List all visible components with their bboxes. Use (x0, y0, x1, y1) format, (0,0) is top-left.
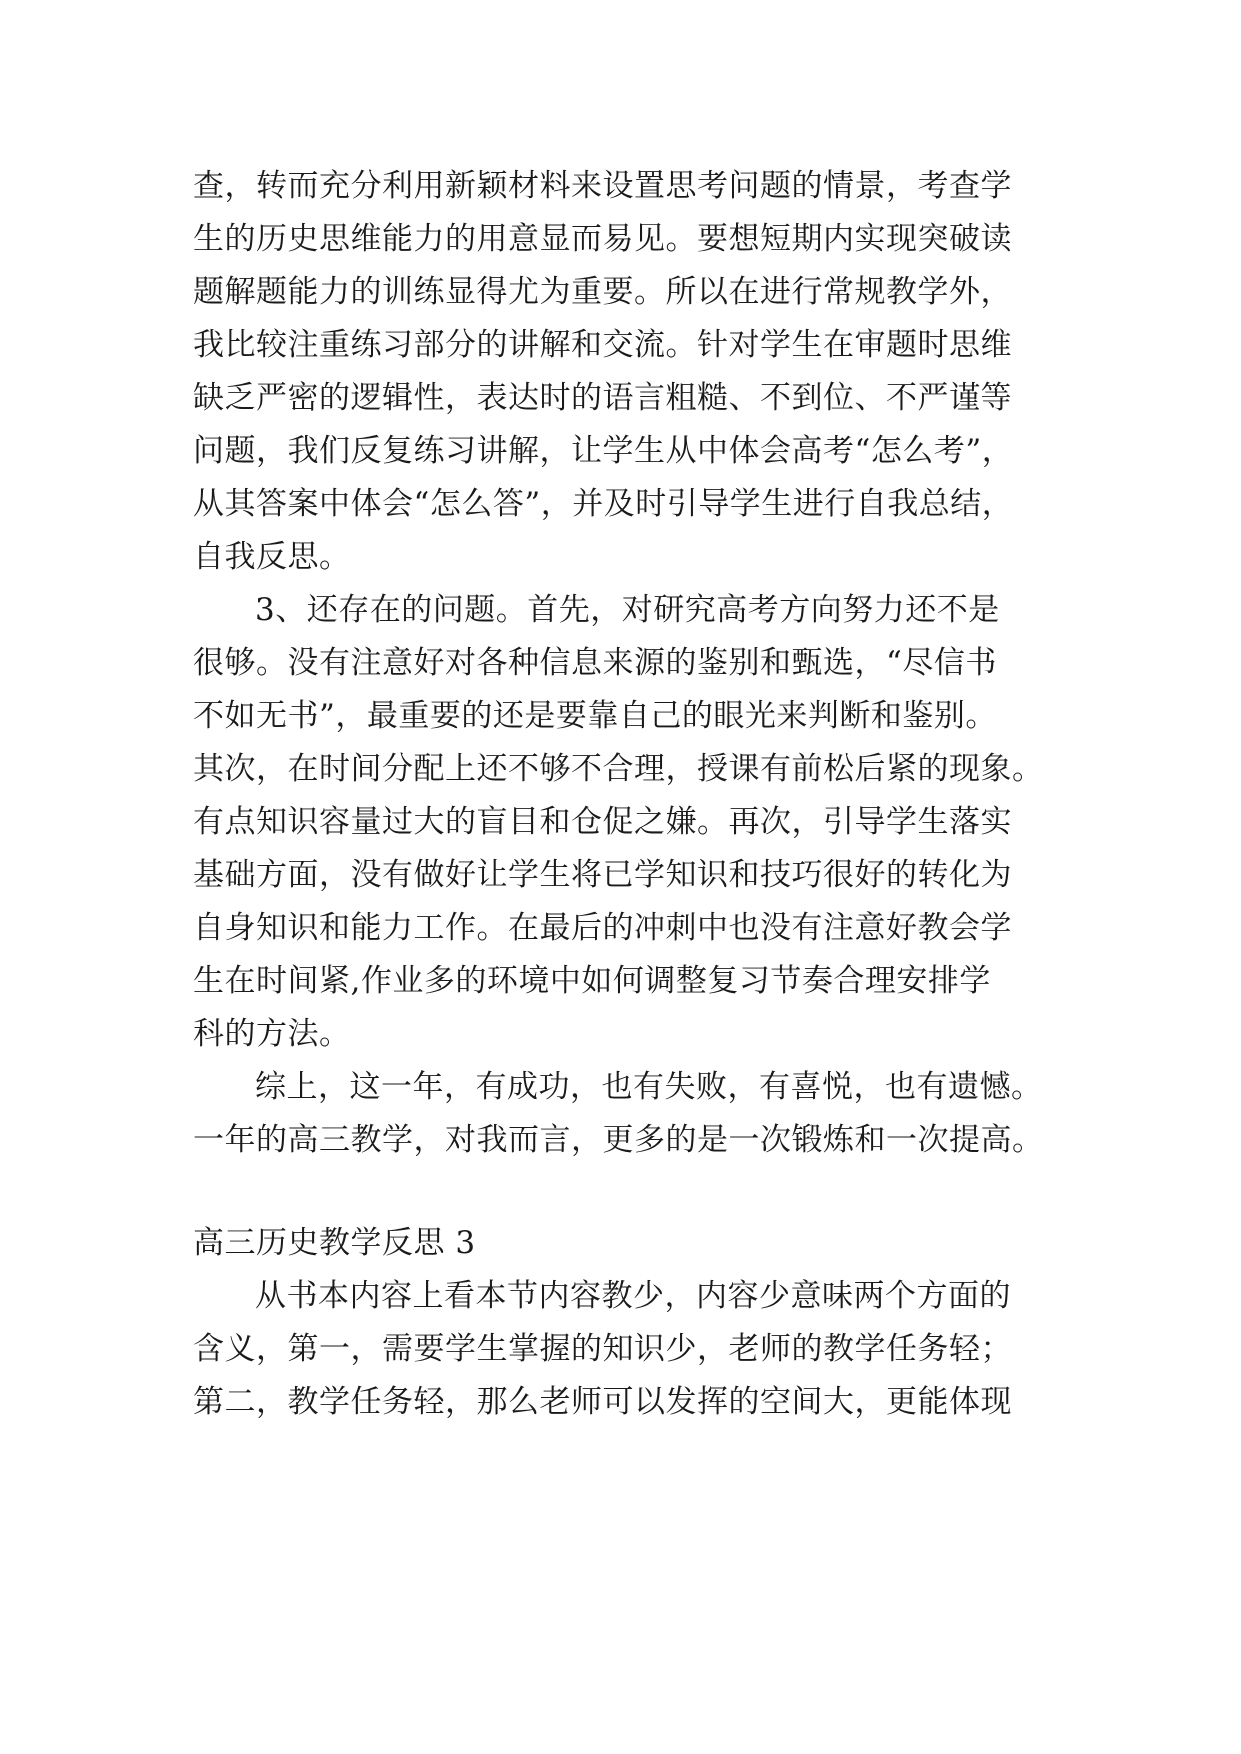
paragraph-line: 一年的高三教学，对我而言，更多的是一次锻炼和一次提高。 (193, 1122, 1044, 1158)
paragraph-line: 基础方面，没有做好让学生将已学知识和技巧很好的转化为 (193, 857, 1012, 893)
paragraph-line: 生在时间紧,作业多的环境中如何调整复习节奏合理安排学 (193, 963, 991, 999)
document-body (193, 160, 1048, 1429)
paragraph-line: 生的历史思维能力的用意显而易见。要想短期内实现突破读 (193, 221, 1012, 257)
paragraph-line: 综上，这一年，有成功，也有失败，有喜悦，也有遗憾。 (255, 1069, 1043, 1105)
paragraph-line: 不如无书”，最重要的还是要靠自己的眼光来判断和鉴别。 (193, 698, 997, 734)
paragraph-line: 很够。没有注意好对各种信息来源的鉴别和甄选，“尽信书 (193, 645, 997, 681)
paragraph-line: 科的方法。 (193, 1016, 351, 1052)
paragraph-line: 其次，在时间分配上还不够不合理，授课有前松后紧的现象。 (193, 751, 1044, 787)
paragraph-line: 从书本内容上看本节内容教少，内容少意味两个方面的 (255, 1278, 1011, 1314)
paragraph-line: 3、还存在的问题。首先，对研究高考方向努力还不是 (255, 592, 1000, 628)
paragraph-line: 我比较注重练习部分的讲解和交流。针对学生在审题时思维 (193, 327, 1012, 363)
paragraph-line: 自身知识和能力工作。在最后的冲刺中也没有注意好教会学 (193, 910, 1012, 946)
paragraph-line: 有点知识容量过大的盲目和仓促之嫌。再次，引导学生落实 (193, 804, 1012, 840)
paragraph-line: 第二，教学任务轻，那么老师可以发挥的空间大，更能体现 (193, 1384, 1012, 1420)
paragraph-line: 缺乏严密的逻辑性，表达时的语言粗糙、不到位、不严谨等 (193, 380, 1012, 416)
paragraph-line: 题解题能力的训练显得尤为重要。所以在进行常规教学外， (193, 274, 1012, 310)
section-heading: 高三历史教学反思 3 (193, 1225, 476, 1261)
paragraph-line: 问题，我们反复练习讲解，让学生从中体会高考“怎么考”， (193, 433, 1014, 469)
paragraph-line: 从其答案中体会“怎么答”，并及时引导学生进行自我总结， (193, 486, 1014, 522)
section-spacer (193, 1167, 1048, 1217)
paragraph-line: 含义，第一，需要学生掌握的知识少，老师的教学任务轻； (193, 1331, 1012, 1367)
paragraph-line: 自我反思。 (193, 539, 351, 575)
paragraph-line: 查，转而充分利用新颖材料来设置思考问题的情景，考查学 (193, 168, 1012, 204)
